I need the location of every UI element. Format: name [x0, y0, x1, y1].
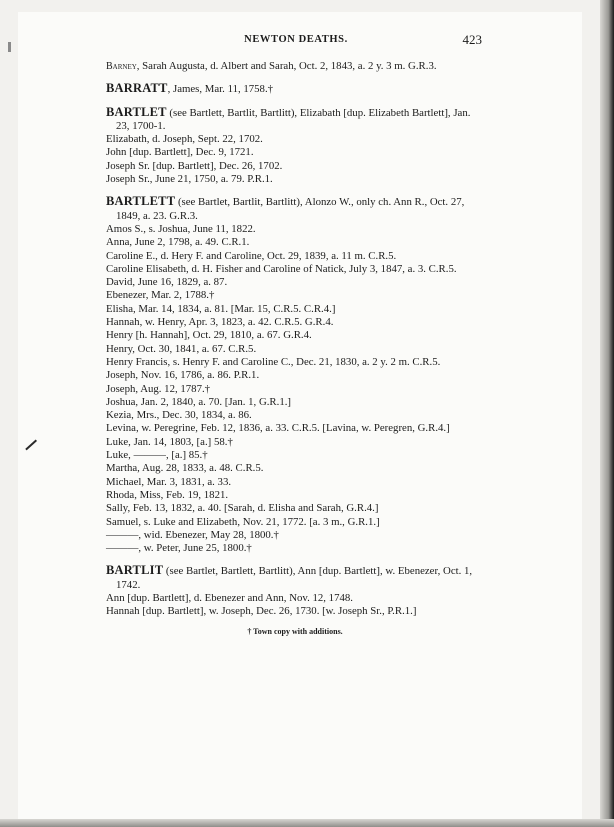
record-text: Elizabath, d. Joseph, Sept. 22, 1702. — [106, 133, 263, 146]
death-record-entry — [106, 422, 484, 435]
death-record-entry — [106, 195, 484, 223]
record-text: , James, Mar. 11, 1758.† — [167, 83, 274, 96]
record-text: Michael, Mar. 3, 1831, a. 33. — [106, 475, 232, 488]
record-text: Levina, w. Peregrine, Feb. 12, 1836, a. 33. C.R.5. [Lavina, w. Peregren, G.R.4.] — [106, 422, 450, 435]
record-text: Luke, ———, [a.] 85.† — [106, 449, 208, 462]
record-text: Ebenezer, Mar. 2, 1788.† — [106, 289, 215, 302]
running-title: NEWTON DEATHS. — [244, 34, 348, 45]
page-header — [110, 34, 482, 50]
surname-heading: Barney — [106, 61, 137, 72]
death-record-entry — [106, 592, 484, 605]
death-record-entry — [106, 276, 484, 289]
death-record-entry — [106, 316, 484, 329]
death-record-entry — [106, 263, 484, 276]
record-text: Joseph, Aug. 12, 1787.† — [106, 382, 211, 395]
death-record-entry — [106, 436, 484, 449]
record-text: , Sarah Augusta, d. Albert and Sarah, Oct. 2, 1843, a. 2 y. 3 m. G.R.3. — [136, 60, 437, 72]
death-record-entry — [106, 303, 484, 316]
record-text: (see Bartlet, Bartlit, Bartlitt), Alonzo W., only ch. Ann R., Oct. 27, 1849, a. 23. G.R.3. — [116, 196, 465, 222]
death-record-entry — [106, 462, 484, 475]
death-record-entry — [106, 160, 484, 173]
death-record-entry — [106, 409, 484, 422]
death-record-entry — [106, 289, 484, 302]
record-text: Elisha, Mar. 14, 1834, a. 81. [Mar. 15, C.R.5. C.R.4.] — [106, 302, 336, 315]
record-text: Martha, Aug. 28, 1833, a. 48. C.R.5. — [106, 462, 264, 475]
death-record-entry — [106, 502, 484, 515]
record-text: Henry Francis, s. Henry F. and Caroline C., Dec. 21, 1830, a. 2 y. 2 m. C.R.5. — [106, 355, 441, 368]
page-edge-shadow — [600, 0, 614, 827]
death-record-entry — [106, 476, 484, 489]
death-record-entry — [106, 173, 484, 186]
death-record-entry — [106, 369, 484, 382]
record-text: (see Bartlett, Bartlit, Bartlitt), Elizabath [dup. Elizabeth Bartlett], Jan. 23, 1700-1. — [116, 106, 471, 132]
surname-heading: BARTLETT — [106, 194, 176, 209]
record-text: Caroline E., d. Hery F. and Caroline, Oct. 29, 1839, a. 11 m. C.R.5. — [106, 249, 397, 262]
record-text: (see Bartlet, Bartlett, Bartlitt), Ann [dup. Bartlett], w. Ebenezer, Oct. 1, 1742. — [116, 565, 473, 591]
death-record-entry — [106, 60, 484, 73]
record-text: Hannah, w. Henry, Apr. 3, 1823, a. 42. C.R.5. G.R.4. — [106, 316, 334, 329]
page-bottom-shadow — [0, 819, 614, 827]
record-text: Kezia, Mrs., Dec. 30, 1834, a. 86. — [106, 409, 252, 422]
record-text: Henry, Oct. 30, 1841, a. 67. C.R.5. — [106, 342, 257, 355]
record-text: Amos S., s. Joshua, June 11, 1822. — [106, 222, 256, 235]
record-text: Joseph, Nov. 16, 1786, a. 86. P.R.1. — [106, 369, 260, 382]
death-record-entry — [106, 329, 484, 342]
death-record-entry — [106, 449, 484, 462]
death-record-entry — [106, 489, 484, 502]
record-text: Henry [h. Hannah], Oct. 29, 1810, a. 67. G.R.4. — [106, 329, 312, 342]
death-record-entry — [106, 356, 484, 369]
record-text: Sally, Feb. 13, 1832, a. 40. [Sarah, d. Elisha and Sarah, G.R.4.] — [106, 502, 379, 515]
death-record-entry — [106, 383, 484, 396]
margin-mark — [8, 42, 11, 52]
record-text: John [dup. Bartlett], Dec. 9, 1721. — [106, 146, 254, 159]
record-text: Joshua, Jan. 2, 1840, a. 70. [Jan. 1, G.R.1.] — [106, 395, 292, 408]
record-text: Joseph Sr. [dup. Bartlett], Dec. 26, 1702. — [106, 159, 283, 172]
record-text: Rhoda, Miss, Feb. 19, 1821. — [106, 488, 229, 501]
record-text: Caroline Elisabeth, d. H. Fisher and Caroline of Natick, July 3, 1847, a. 3. C.R.5. — [106, 262, 457, 275]
footnote: † Town copy with additions. — [247, 626, 343, 636]
death-record-entry — [106, 82, 484, 96]
death-record-entry — [106, 236, 484, 249]
record-text: Samuel, s. Luke and Elizabeth, Nov. 21, 1772. [a. 3 m., G.R.1.] — [106, 515, 380, 528]
death-record-entry — [106, 146, 484, 159]
record-text: ———, w. Peter, June 25, 1800.† — [106, 542, 252, 555]
surname-heading: BARTLIT — [106, 563, 164, 578]
death-record-entry — [106, 223, 484, 236]
surname-heading: BARRATT — [106, 81, 168, 96]
record-text: Joseph Sr., June 21, 1750, a. 79. P.R.1. — [106, 173, 273, 186]
surname-heading: BARTLET — [106, 104, 167, 119]
death-record-entry — [106, 564, 484, 592]
death-record-entry — [106, 605, 484, 618]
record-text: Luke, Jan. 14, 1803, [a.] 58.† — [106, 435, 233, 448]
death-record-entry — [106, 396, 484, 409]
death-record-entry — [106, 542, 484, 555]
record-text: Anna, June 2, 1798, a. 49. C.R.1. — [106, 236, 250, 249]
death-record-entry — [106, 250, 484, 263]
death-record-entry — [106, 343, 484, 356]
death-record-entry — [106, 106, 484, 134]
record-text: ———, wid. Ebenezer, May 28, 1800.† — [106, 528, 279, 541]
death-record-entry — [106, 516, 484, 529]
death-record-entry — [106, 133, 484, 146]
record-text: Hannah [dup. Bartlett], w. Joseph, Dec. 26, 1730. [w. Joseph Sr., P.R.1.] — [106, 605, 417, 618]
page-number: 423 — [462, 32, 482, 47]
death-record-entry — [106, 529, 484, 542]
record-text: Ann [dup. Bartlett], d. Ebenezer and Ann, Nov. 12, 1748. — [106, 591, 353, 604]
record-text: David, June 16, 1829, a. 87. — [106, 276, 228, 289]
record-list — [106, 60, 484, 638]
